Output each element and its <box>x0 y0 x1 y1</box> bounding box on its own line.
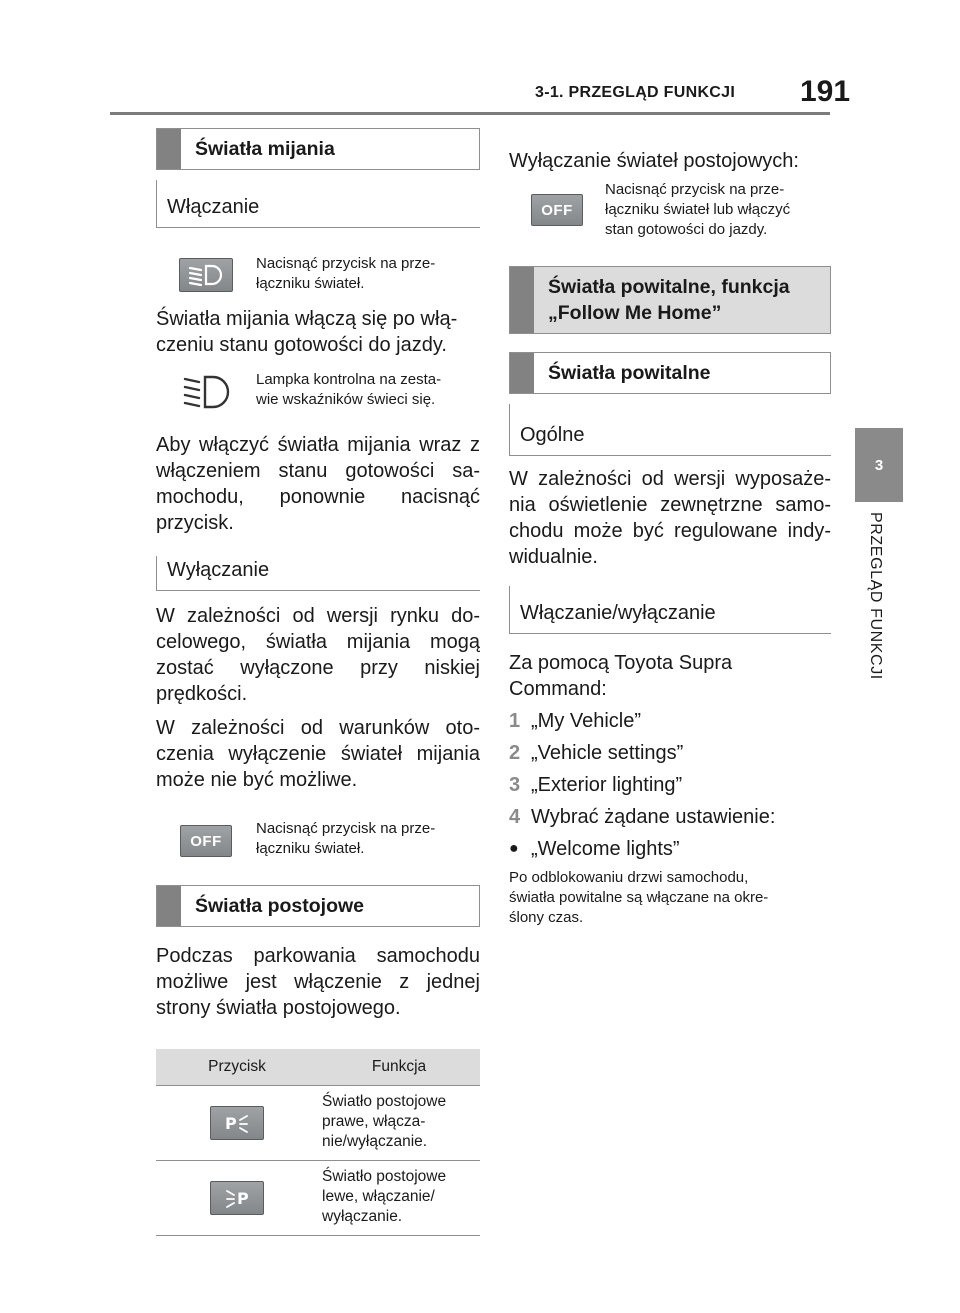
para-with-ready: Aby włączyć światła mijania wraz z włączeniem stanu gotowości sa-mochodu, ponownie nacisnąć przycisk. <box>156 434 480 534</box>
table-cell-function: Światło postojowe prawe, włącza- nie/wyłączanie. <box>318 1085 480 1160</box>
subheading-on: Włączanie <box>156 180 480 228</box>
para-low-beam-on: Światła mijania włączą się po włą- czeniu stanu gotowości do jazdy. <box>156 308 458 356</box>
parking-function-table <box>156 1049 480 1236</box>
chapter-number: 3 <box>874 456 884 474</box>
press-button-text-1: Nacisnąć przycisk na prze- łączniku świateł. <box>256 255 436 292</box>
press-button-row-1 <box>156 254 480 294</box>
bullet-icon: ● <box>509 840 519 857</box>
heading-low-beam: Światła mijania <box>156 128 480 170</box>
svg-text:P: P <box>225 1113 237 1133</box>
chapter-label: PRZEGLĄD FUNKCJI <box>867 512 884 680</box>
list-item: ● „Welcome lights” <box>509 838 680 860</box>
right-column <box>509 128 831 928</box>
table-row <box>156 1085 480 1160</box>
parking-off-text: Nacisnąć przycisk na prze- łączniku świateł lub włączyć stan gotowości do jazdy. <box>605 181 791 238</box>
subheading-onoff: Włączanie/wyłączanie <box>509 586 831 634</box>
press-button-text-2: Nacisnąć przycisk na prze- łączniku świateł. <box>256 820 436 857</box>
press-button-row-2 <box>156 819 480 859</box>
para-general: W zależności od wersji wyposaże-nia oświetlenie zewnętrzne samo-chodu może być regulowane indy-widualnie. <box>509 468 831 568</box>
heading-welcome-group: Światła powitalne, funkcja „Follow Me Home” <box>509 266 831 334</box>
table-row <box>156 1160 480 1235</box>
subheading-general: Ogólne <box>509 404 831 456</box>
para-conditions: W zależności od warunków oto-czenia wyłączenie świateł mijania może nie być możliwe. <box>156 717 480 791</box>
off-button-icon <box>531 194 583 226</box>
steps-list <box>509 708 831 862</box>
command-intro: Za pomocą Toyota Supra Command: <box>509 652 733 700</box>
table-cell-function: Światło postojowe lewe, włączanie/ wyłączanie. <box>318 1160 480 1235</box>
subheading-off: Wyłączanie <box>156 556 480 591</box>
off-label: OFF <box>541 201 573 219</box>
left-column <box>156 128 480 1236</box>
list-item: 2 „Vehicle settings” <box>509 742 684 764</box>
heading-welcome-lights: Światła powitalne <box>509 352 831 394</box>
header-rule <box>110 112 830 115</box>
table-header-function: Funkcja <box>318 1049 480 1085</box>
low-beam-indicator-icon <box>181 370 231 416</box>
off-button-icon <box>180 825 232 857</box>
para-parking: Podczas parkowania samochodu możliwe jest włączenie z jednej strony światła postojowego. <box>156 945 480 1019</box>
note-text: Po odblokowaniu drzwi samochodu, światła powitalne są włączane na okre- ślony czas. <box>509 869 769 926</box>
list-item: 1 „My Vehicle” <box>509 710 642 732</box>
list-item: 3 „Exterior lighting” <box>509 774 683 796</box>
page-number: 191 <box>800 75 851 108</box>
chapter-tab <box>855 428 903 502</box>
parking-off-heading: Wyłączanie świateł postojowych: <box>509 150 799 172</box>
list-item: 4 Wybrać żądane ustawienie: <box>509 806 776 828</box>
off-label: OFF <box>190 832 222 850</box>
parking-right-icon <box>210 1106 264 1140</box>
parking-left-icon <box>210 1181 264 1215</box>
para-market: W zależności od wersji rynku do-celowego, światła mijania mogą zostać wyłączone przy niskiej prędkości. <box>156 605 480 705</box>
low-beam-button-icon <box>179 258 233 292</box>
indicator-text: Lampka kontrolna na zesta- wie wskaźników świeci się. <box>256 371 442 408</box>
indicator-row <box>156 370 480 416</box>
heading-parking: Światła postojowe <box>156 885 480 927</box>
parking-off-row <box>509 180 831 240</box>
table-header-button: Przycisk <box>156 1049 318 1085</box>
section-title: 3-1. PRZEGLĄD FUNKCJI <box>535 84 736 101</box>
svg-text:P: P <box>237 1188 249 1208</box>
